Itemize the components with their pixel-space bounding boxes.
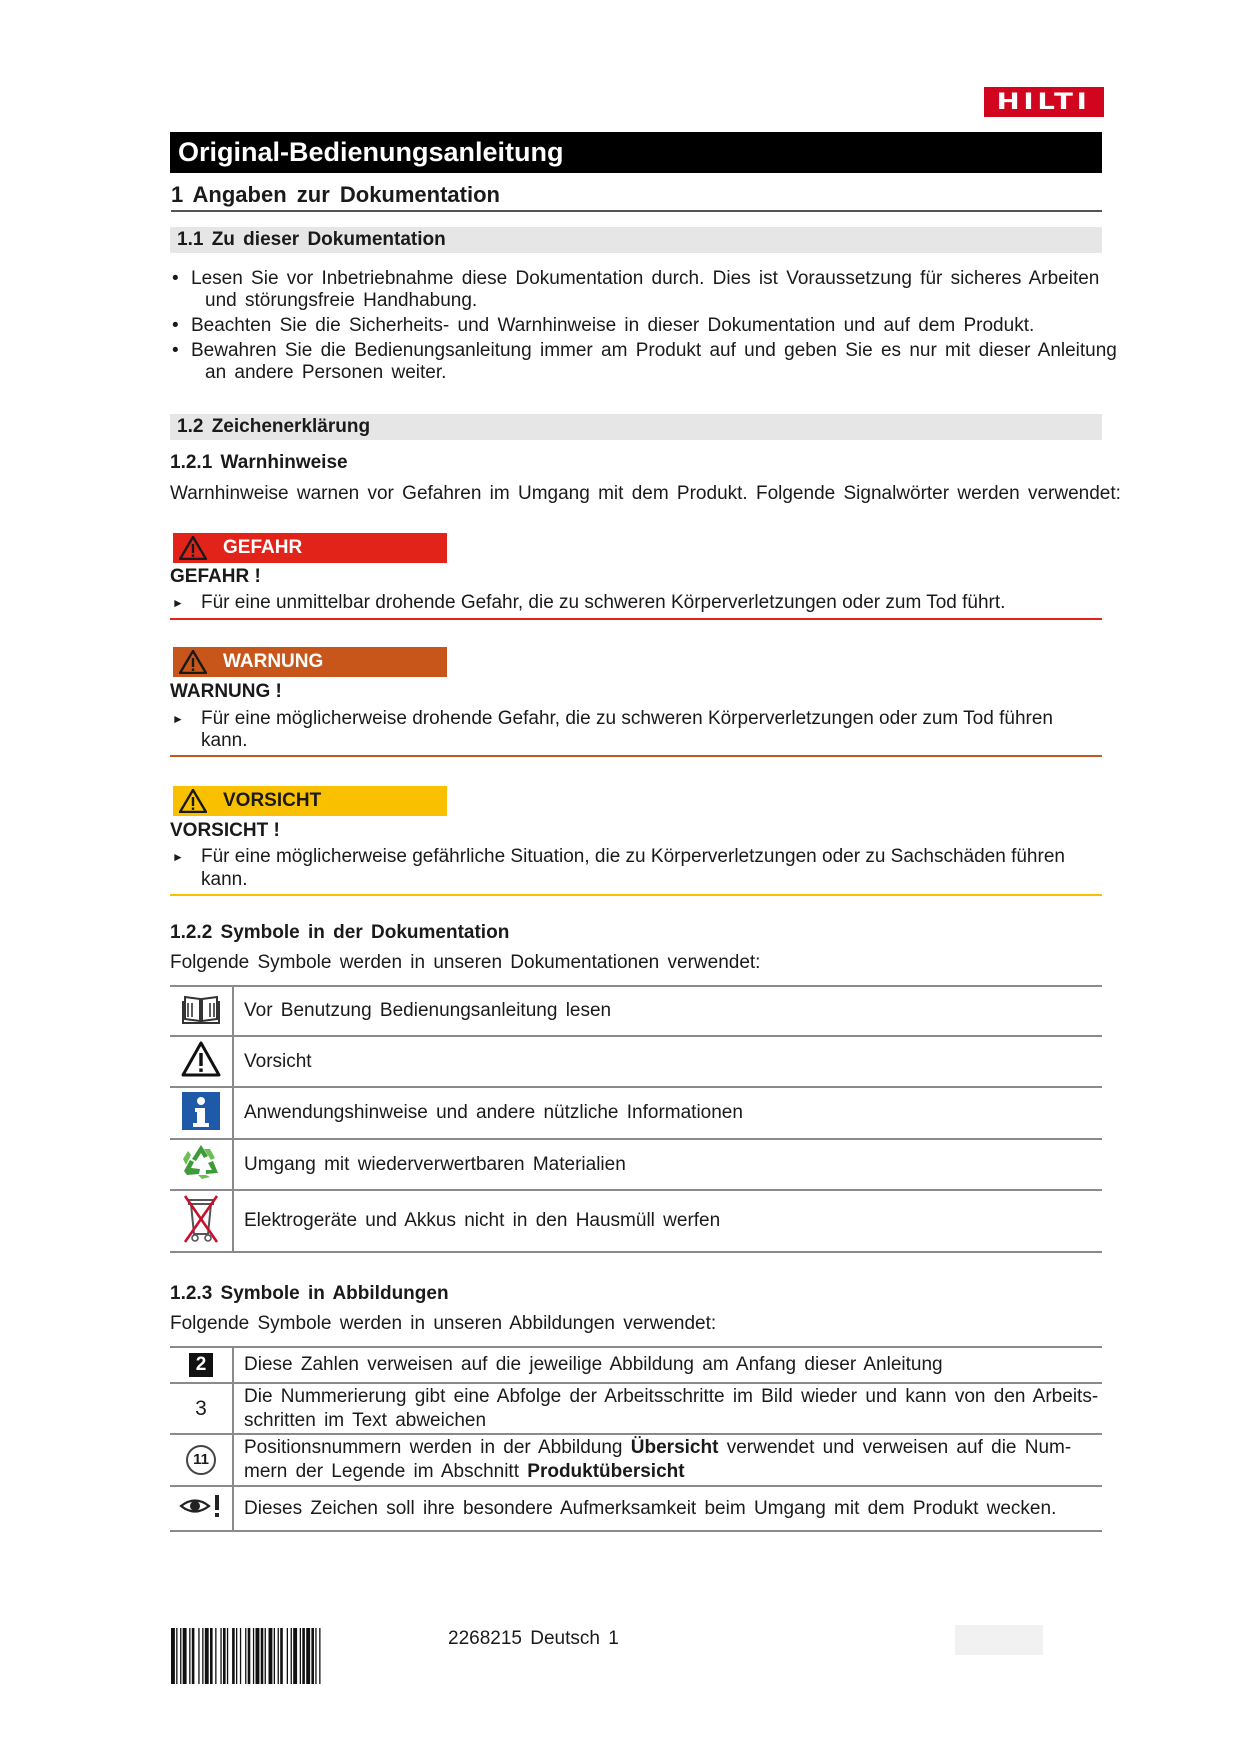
barcode-bar [280,1628,283,1684]
position-number-label: 11 [193,1451,209,1468]
barcode-bar [227,1628,228,1684]
barcode-bar [171,1628,175,1684]
barcode-bar [261,1628,264,1684]
warning-signal-banner [173,647,447,677]
symbols-doc-intro: Folgende Symbole werden in unseren Dokumentationen verwendet: [170,952,761,973]
table-row [170,1087,1102,1139]
figure-symbols-table [170,1346,1102,1532]
warning-triangle-icon [181,1041,221,1077]
symbol-cell [170,1434,233,1486]
symbol-description [233,1383,1102,1434]
barcode-bar [274,1628,275,1684]
symbol-description: Dieses Zeichen soll ihre besondere Aufmerksamkeit beim Umgang mit dem Produkt wecken. [233,1486,1102,1531]
page-marker-box [955,1625,1043,1655]
table-row [170,1347,1102,1383]
section-1-2-2-heading: 1.2.2 Symbole in der Dokumentation [170,922,510,943]
symbol-cell [170,1347,233,1383]
bullet-line: Lesen Sie vor Inbetriebnahme diese Dokumentation durch. Dies ist Voraussetzung für sicheres Arbeiten [191,268,1100,289]
barcode-bar [223,1628,226,1684]
section-1-2-heading: 1.2 Zeichenerklärung [170,414,1102,440]
description-line [244,1436,1102,1460]
description-text: verwendet und verweisen auf die Num- [718,1437,1072,1458]
position-number-icon [186,1445,216,1475]
figure-number-label: 2 [195,1354,207,1375]
barcode-bar [311,1628,314,1684]
warning-description-continued: kann. [201,730,248,751]
barcode-bar [198,1628,199,1684]
barcode-bar [287,1628,288,1684]
documentation-symbols-table [170,985,1102,1253]
symbol-description: Vorsicht [233,1036,1102,1087]
barcode-bar [265,1628,266,1684]
caution-description [170,846,1102,892]
caution-description-text: Für eine möglicherweise gefährliche Situation, die zu Körperverletzungen oder zu Sachschäden führen [201,846,1065,867]
barcode-bar [240,1628,241,1684]
barcode-bar [302,1628,305,1684]
barcode-bar [253,1628,254,1684]
barcode-bar [236,1628,237,1684]
barcode-bar [215,1628,216,1684]
barcode-bar [248,1628,251,1684]
bullet-line: Bewahren Sie die Bedienungsanleitung immer am Produkt auf und geben Sie es nur mit dieser Anleitung [191,340,1117,361]
caution-signal-banner [173,786,447,816]
caution-signal-word: VORSICHT ! [170,820,280,841]
caution-description-continued: kann. [201,869,248,890]
danger-description-text: Für eine unmittelbar drohende Gefahr, die zu schweren Körperverletzungen oder zum Tod führt. [201,592,1006,613]
barcode-bar [300,1628,301,1684]
barcode-bar [256,1628,260,1684]
warning-triangle-icon [179,789,207,813]
barcode-bar [291,1628,292,1684]
section-1-heading: 1 Angaben zur Dokumentation [171,182,1102,212]
crossed-bin-icon [181,1192,221,1246]
description-line: Die Nummerierung gibt eine Abfolge der Arbeitsschritte im Bild wieder und kann von den Arbeits- [244,1385,1099,1407]
warning-triangle-icon [179,650,207,674]
step-number-icon: 3 [170,1383,233,1434]
barcode-bar [278,1628,279,1684]
warning-rule [170,755,1102,757]
symbol-cell [170,1139,233,1190]
description-text: mern der Legende im Abschnitt [244,1461,528,1482]
danger-description [170,592,1102,614]
table-row [170,1383,1102,1434]
table-row [170,1036,1102,1087]
logo-text: HILTI [997,89,1091,115]
danger-signal-word: GEFAHR ! [170,566,261,587]
caution-signal-label: VORSICHT [223,790,322,811]
description-bold-term: Produktübersicht [527,1461,685,1482]
recycle-icon [180,1141,222,1183]
barcode-bar [319,1628,320,1684]
table-row [170,986,1102,1036]
documentation-bullet-list [171,268,1181,387]
barcode-bar [176,1628,177,1684]
barcode-bar [315,1628,316,1684]
description-line: schritten im Text abweichen [244,1409,487,1431]
warning-triangle-icon [179,536,207,560]
barcode-bar [220,1628,221,1684]
arrow-bullet-icon: ► [172,850,184,864]
symbol-description: Anwendungshinweise und andere nützliche Informationen [233,1087,1102,1139]
figure-number-icon [189,1353,213,1377]
hilti-logo [984,87,1104,117]
bullet-item [171,340,1181,384]
symbol-cell [170,1486,233,1531]
warning-signal-word: WARNUNG ! [170,681,282,702]
danger-signal-banner [173,533,447,563]
warning-description [170,708,1102,754]
warning-description-text: Für eine möglicherweise drohende Gefahr, die zu schweren Körperverletzungen oder zum Tod führen [201,708,1053,729]
attention-eye-icon [179,1493,223,1519]
document-number-language-page: 2268215 Deutsch 1 [448,1628,619,1649]
symbol-cell [170,986,233,1036]
info-icon [181,1091,221,1131]
danger-signal-label: GEFAHR [223,537,303,558]
caution-rule [170,894,1102,896]
barcode-bar [269,1628,273,1684]
section-1-1-heading: 1.1 Zu dieser Dokumentation [170,227,1102,253]
bullet-line: Beachten Sie die Sicherheits- und Warnhinweise in dieser Dokumentation und auf dem Produkt. [191,315,1035,336]
table-row [170,1139,1102,1190]
symbol-description: Vor Benutzung Bedienungsanleitung lesen [233,986,1102,1036]
document-title: Original-Bedienungsanleitung [170,132,1102,173]
symbol-description: Elektrogeräte und Akkus nicht in den Hausmüll werfen [233,1190,1102,1252]
symbol-description: Diese Zahlen verweisen auf die jeweilige Abbildung am Anfang dieser Anleitung [233,1347,1102,1383]
barcode-bar [293,1628,297,1684]
bullet-item [171,315,1181,337]
barcode-bar [189,1628,190,1684]
arrow-bullet-icon: ► [172,596,184,610]
symbol-cell [170,1036,233,1087]
table-row [170,1434,1102,1486]
barcode-bar [180,1628,181,1684]
barcode-bar [205,1628,209,1684]
barcode-bar [245,1628,246,1684]
bullet-line-continued: und störungsfreie Handhabung. [205,290,478,311]
warning-intro-text: Warnhinweise warnen vor Gefahren im Umgang mit dem Produkt. Folgende Signalwörter werden verwendet: [170,483,1121,504]
barcode-bar [306,1628,310,1684]
manual-book-icon [181,993,221,1025]
table-row [170,1190,1102,1252]
description-bold-term: Übersicht [630,1437,719,1458]
barcode-bar [192,1628,195,1684]
symbol-cell [170,1087,233,1139]
barcode-bar [183,1628,187,1684]
barcode-bar [210,1628,213,1684]
bullet-line-continued: an andere Personen weiter. [205,362,447,383]
symbols-figure-intro: Folgende Symbole werden in unseren Abbildungen verwendet: [170,1313,717,1334]
description-text: Positionsnummern werden in der Abbildung [244,1437,631,1458]
section-1-2-3-heading: 1.2.3 Symbole in Abbildungen [170,1283,449,1304]
warning-signal-label: WARNUNG [223,651,324,672]
barcode-bar [202,1628,203,1684]
arrow-bullet-icon: ► [172,712,184,726]
bullet-item [171,268,1181,312]
table-row [170,1486,1102,1531]
danger-rule [170,618,1102,620]
barcode [171,1628,425,1684]
symbol-description: Umgang mit wiederverwertbaren Materialien [233,1139,1102,1190]
symbol-description [233,1434,1102,1486]
barcode-bar [232,1628,235,1684]
description-line [244,1460,1102,1484]
symbol-cell [170,1190,233,1252]
section-1-2-1-heading: 1.2.1 Warnhinweise [170,452,348,473]
